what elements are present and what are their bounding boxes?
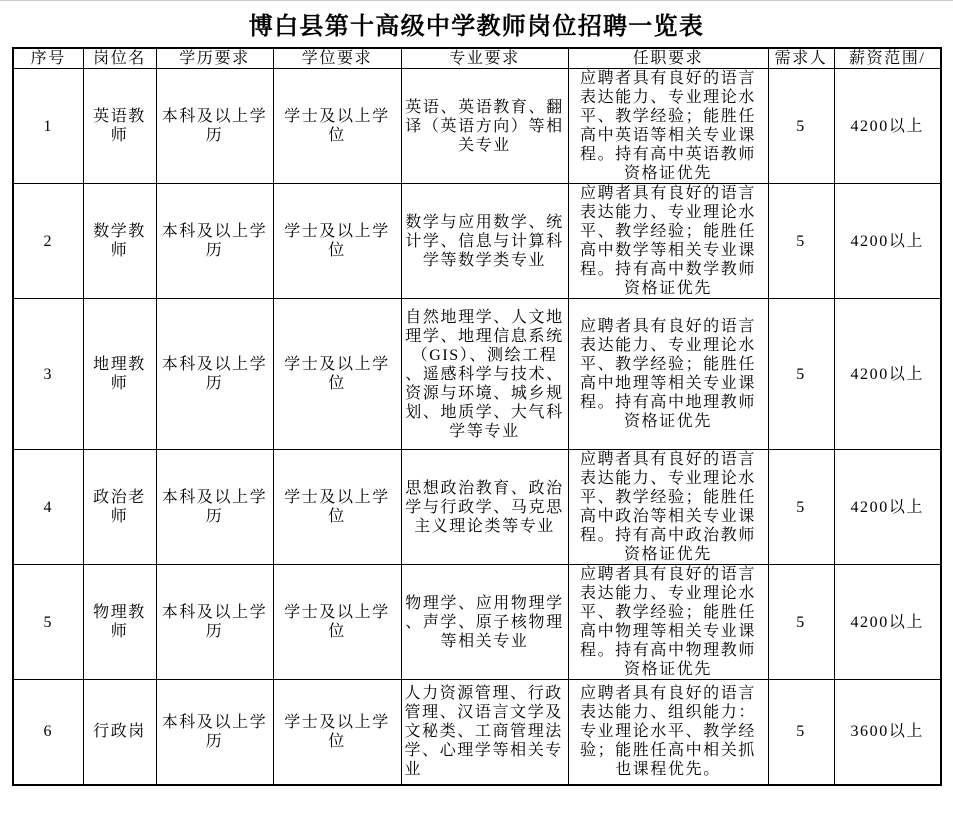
cell-salary: 4200以上 — [834, 450, 941, 565]
cell-count: 5 — [768, 680, 834, 785]
cell-degree: 学士及以上学位 — [273, 69, 401, 184]
table-row — [13, 565, 941, 680]
cell-count: 5 — [768, 69, 834, 184]
cell-position: 政治老师 — [83, 450, 156, 565]
cell-salary: 4200以上 — [834, 565, 941, 680]
cell-education: 本科及以上学历 — [156, 565, 273, 680]
cell-major: 自然地理学、人文地理学、地理信息系统（GIS）、测绘工程、遥感科学与技术、资源与环境、城乡规划、地质学、大气科学等专业 — [401, 299, 568, 450]
cell-salary: 4200以上 — [834, 184, 941, 299]
cell-major: 数学与应用数学、统计学、信息与计算科学等数学类专业 — [401, 184, 568, 299]
cell-serial: 4 — [13, 450, 83, 565]
recruitment-table — [12, 47, 942, 786]
cell-salary: 4200以上 — [834, 69, 941, 184]
cell-salary: 4200以上 — [834, 299, 941, 450]
header-requirements: 任职要求 — [568, 48, 768, 69]
table-row — [13, 184, 941, 299]
cell-serial: 2 — [13, 184, 83, 299]
cell-requirements: 应聘者具有良好的语言表达能力、专业理论水平、教学经验；能胜任高中政治等相关专业课程。持有高中政治教师资格证优先 — [568, 450, 768, 565]
cell-education: 本科及以上学历 — [156, 680, 273, 785]
cell-position: 行政岗 — [83, 680, 156, 785]
window-top-edge — [0, 0, 953, 1]
cell-requirements: 应聘者具有良好的语言表达能力、专业理论水平、教学经验；能胜任高中物理等相关专业课程。持有高中物理教师资格证优先 — [568, 565, 768, 680]
cell-serial: 6 — [13, 680, 83, 785]
cell-degree: 学士及以上学位 — [273, 450, 401, 565]
page-title: 博白县第十高级中学教师岗位招聘一览表 — [248, 14, 705, 40]
header-salary: 薪资范围/ — [834, 48, 941, 69]
cell-count: 5 — [768, 184, 834, 299]
cell-position: 英语教师 — [83, 69, 156, 184]
header-degree: 学位要求 — [273, 48, 401, 69]
cell-degree: 学士及以上学位 — [273, 565, 401, 680]
cell-serial: 1 — [13, 69, 83, 184]
header-education: 学历要求 — [156, 48, 273, 69]
table-row — [13, 450, 941, 565]
table-header-row — [13, 48, 941, 69]
cell-serial: 3 — [13, 299, 83, 450]
table-row — [13, 299, 941, 450]
cell-major: 物理学、应用物理学、声学、原子核物理等相关专业 — [401, 565, 568, 680]
cell-degree: 学士及以上学位 — [273, 184, 401, 299]
cell-education: 本科及以上学历 — [156, 184, 273, 299]
cell-serial: 5 — [13, 565, 83, 680]
cell-major: 思想政治教育、政治学与行政学、马克思主义理论类等专业 — [401, 450, 568, 565]
table-row — [13, 680, 941, 785]
cell-degree: 学士及以上学位 — [273, 299, 401, 450]
cell-education: 本科及以上学历 — [156, 299, 273, 450]
cell-major: 英语、英语教育、翻译（英语方向）等相关专业 — [401, 69, 568, 184]
header-count: 需求人 — [768, 48, 834, 69]
cell-position: 数学教师 — [83, 184, 156, 299]
cell-requirements: 应聘者具有良好的语言表达能力、专业理论水平、教学经验；能胜任高中数学等相关专业课程。持有高中数学教师资格证优先 — [568, 184, 768, 299]
cell-requirements: 应聘者具有良好的语言表达能力、专业理论水平、教学经验；能胜任高中英语等相关专业课程。持有高中英语教师资格证优先 — [568, 69, 768, 184]
cell-major: 人力资源管理、行政管理、汉语言文学及文秘类、工商管理法学、心理学等相关专业 — [401, 680, 568, 785]
cell-count: 5 — [768, 450, 834, 565]
cell-education: 本科及以上学历 — [156, 69, 273, 184]
cell-salary: 3600以上 — [834, 680, 941, 785]
cell-position: 地理教师 — [83, 299, 156, 450]
header-major: 专业要求 — [401, 48, 568, 69]
cell-count: 5 — [768, 565, 834, 680]
cell-degree: 学士及以上学位 — [273, 680, 401, 785]
cell-education: 本科及以上学历 — [156, 450, 273, 565]
header-position: 岗位名 — [83, 48, 156, 69]
cell-count: 5 — [768, 299, 834, 450]
cell-requirements: 应聘者具有良好的语言表达能力、专业理论水平、教学经验；能胜任高中地理等相关专业课程。持有高中地理教师资格证优先 — [568, 299, 768, 450]
cell-position: 物理教师 — [83, 565, 156, 680]
cell-requirements: 应聘者具有良好的语言表达能力、组织能力：专业理论水平、教学经验；能胜任高中相关抓也课程优先。 — [568, 680, 768, 785]
header-serial: 序号 — [13, 48, 83, 69]
table-row — [13, 69, 941, 184]
